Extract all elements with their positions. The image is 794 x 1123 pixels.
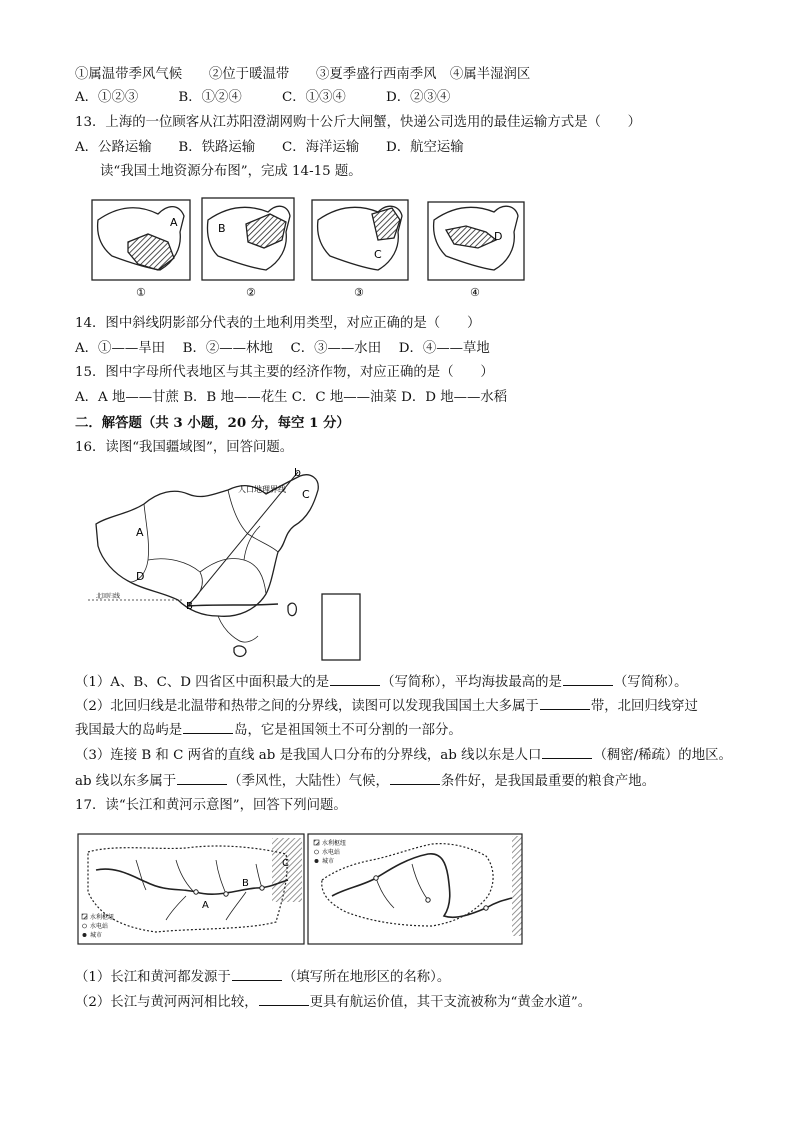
svg-text:水电站: 水电站: [90, 923, 109, 930]
yangtze-legend: [82, 913, 114, 939]
blank-conditions[interactable]: [390, 772, 440, 785]
q15-options: A．A 地——甘蔗 B．B 地——花生 C．C 地——油菜 D．D 地——水稻: [75, 390, 508, 405]
blank-population-density[interactable]: [542, 746, 592, 759]
yellow-river-legend: [314, 839, 346, 865]
blank-navigable-river[interactable]: [259, 993, 309, 1006]
land-map-1: [92, 200, 190, 280]
land-map-letter-c: C: [374, 248, 382, 261]
blank-climate-type[interactable]: [177, 772, 227, 785]
land-map-2: [202, 198, 294, 280]
q16-part2-line1: （2）北回归线是北温带和热带之间的分界线，读图可以发现我国国土大多属于 带，北回归线穿过: [75, 699, 698, 714]
q16-part2-line2: 我国最大的岛屿是 岛，它是祖国领土不可分割的一部分。: [75, 723, 462, 738]
q14-options: A．①——旱田 B．②——林地 C．③——水田 D．④——草地: [75, 341, 490, 356]
q16-part1: （1）A、B、C、D 四省区中面积最大的是 （写简称），平均海拔最高的是 （写简称）。: [75, 675, 688, 690]
land-map-4: [428, 202, 524, 280]
blank-highest-province[interactable]: [563, 673, 613, 686]
city-dots: [194, 876, 488, 910]
rivers-map: [76, 830, 526, 950]
q17-stem: 17．读“长江和黄河示意图”，回答下列问题。: [75, 798, 347, 813]
land-map-number-2: ②: [246, 286, 256, 299]
land-map-number-4: ④: [470, 286, 480, 299]
svg-text:水利枢纽: 水利枢纽: [90, 914, 115, 921]
q12-options: A．①②③ B．①②④ C．①③④ D．②③④: [75, 90, 451, 105]
q17-part2: （2）长江与黄河两河相比较， 更具有航运价值，其干支流被称为“黄金水道”。: [75, 995, 592, 1010]
q13-options: A．公路运输 B．铁路运输 C．海洋运输 D．航空运输: [75, 140, 464, 155]
q16-part3-line1: （3）连接 B 和 C 两省的直线 ab 是我国人口分布的分界线，ab 线以东是人口 （稠密/稀疏）的地区。: [75, 748, 732, 763]
q16-pop-line-label: 人口地理界线: [238, 485, 286, 494]
q16-tropic-label: 北回归线: [96, 593, 121, 600]
land-map-number-1: ①: [136, 286, 146, 299]
q14-15-intro: 读“我国土地资源分布图”，完成 14-15 题。: [100, 164, 362, 179]
land-map-letter-a: A: [170, 216, 178, 229]
china-territory-map: [88, 464, 368, 664]
blank-source-region[interactable]: [232, 968, 282, 981]
q17-letter-c: C: [282, 858, 289, 869]
svg-text:水利枢纽: 水利枢纽: [322, 840, 347, 847]
q16-label-b-lower: b: [294, 466, 301, 479]
section2-title: 二．解答题（共 3 小题，20 分，每空 1 分）: [75, 415, 350, 431]
land-map-letter-d: D: [494, 230, 503, 243]
blank-largest-province[interactable]: [330, 673, 380, 686]
q16-stem: 16．读图“我国疆域图”，回答问题。: [75, 440, 294, 455]
svg-text:水电站: 水电站: [322, 849, 341, 856]
svg-text:城市: 城市: [322, 858, 335, 865]
q13-stem: 13．上海的一位顾客从江苏阳澄湖网购十公斤大闸蟹，快递公司选用的最佳运输方式是（ ）: [75, 115, 642, 130]
q12-statements: ①属温带季风气候 ②位于暖温带 ③夏季盛行西南季风 ④属半湿润区: [75, 67, 531, 82]
q14-stem: 14．图中斜线阴影部分代表的土地利用类型，对应正确的是（ ）: [75, 316, 481, 331]
blank-largest-island[interactable]: [183, 721, 233, 734]
land-resource-maps: [88, 192, 528, 302]
land-map-3: [312, 200, 408, 280]
q15-stem: 15．图中字母所代表地区与其主要的经济作物，对应正确的是（ ）: [75, 365, 494, 380]
q16-label-a: A: [136, 526, 144, 539]
q17-letter-a: A: [202, 900, 209, 911]
q17-letter-b: B: [242, 878, 249, 889]
land-map-letter-b: B: [218, 222, 226, 235]
land-map-number-3: ③: [354, 286, 364, 299]
q16-label-d: D: [136, 570, 145, 583]
q16-part3-line2: ab 线以东多属于 （季风性，大陆性）气候， 条件好，是我国最重要的粮食产地。: [75, 774, 656, 789]
q17-part1: （1）长江和黄河都发源于 （填写所在地形区的名称）。: [75, 970, 451, 985]
svg-text:城市: 城市: [90, 932, 103, 939]
q16-label-c: C: [302, 488, 310, 501]
blank-temperature-zone[interactable]: [540, 697, 590, 710]
q16-label-b-upper: B: [186, 601, 193, 612]
